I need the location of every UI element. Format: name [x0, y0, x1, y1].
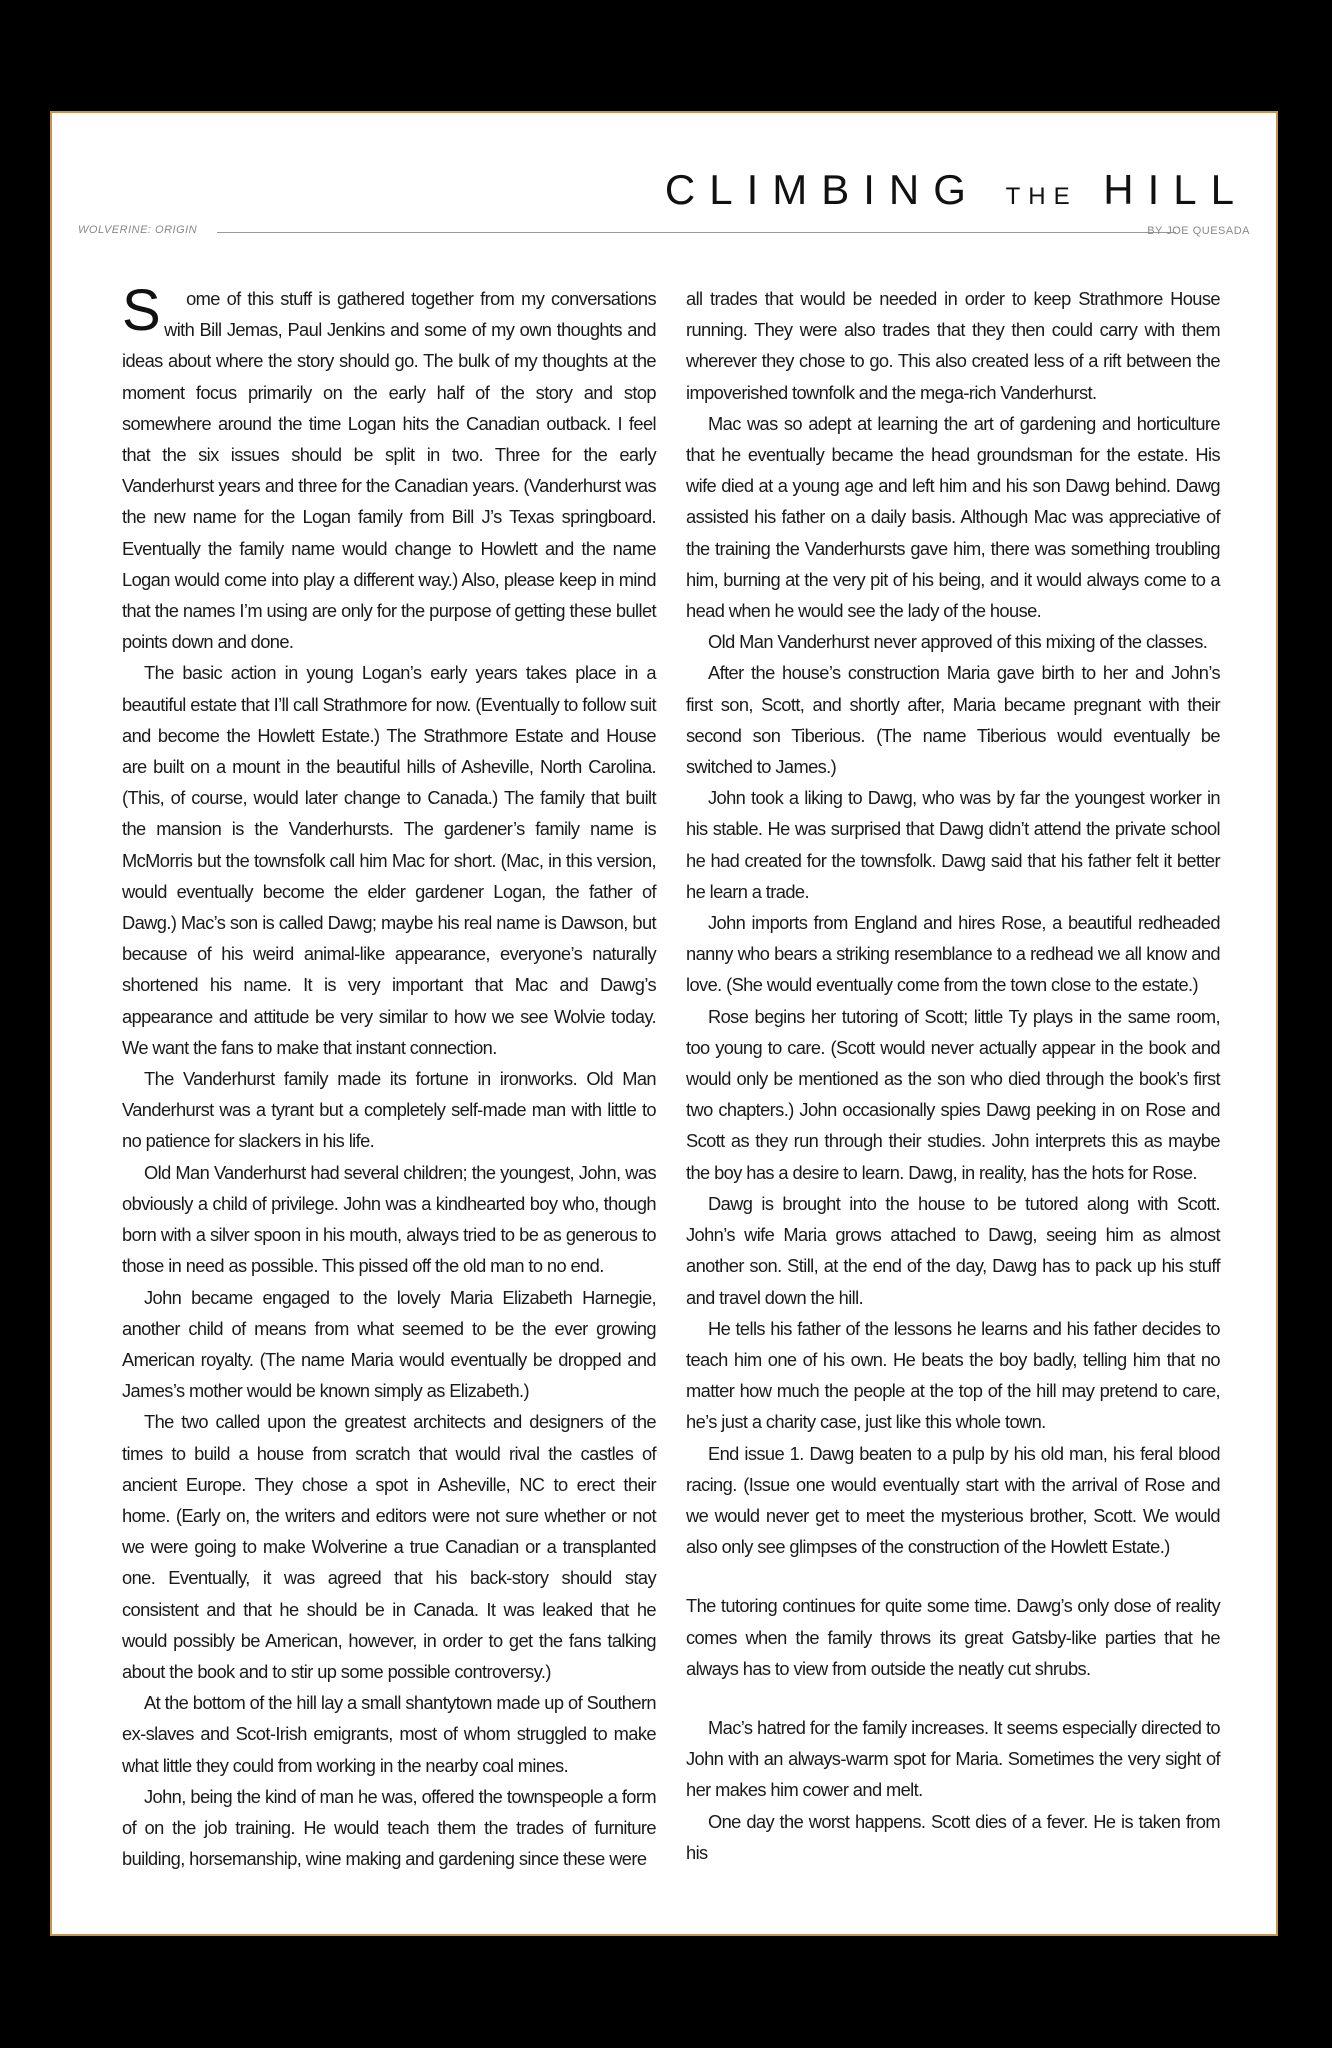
drop-cap: S — [122, 278, 161, 343]
paragraph: At the bottom of the hill lay a small shantytown made up of Southern ex-slaves and Scot-Irish emigrants, most of whom struggled to make what little they could from working in the nearby coal mines. — [122, 1692, 656, 1776]
paragraph: John, being the kind of man he was, offered the townspeople a form of on the job training. He would teach them the trades of furniture building, horsemanship, wine making and gardening since these were — [122, 1785, 656, 1870]
paragraph: Dawg is brought into the house to be tutored along with Scott. John’s wife Maria grows attached to Dawg, seeing him as almost another son. Still, at the end of the day, Dawg has to pack up his stuff and travel down the hill. — [686, 1192, 1220, 1308]
header-rule — [217, 232, 1176, 233]
paragraph: After the house’s construction Maria gave birth to her and John’s first son, Scott, and shortly after, Maria became pregnant with their second son Tiberious. (The name Tiberious would eventually be switched to James.) — [686, 662, 1220, 778]
paragraph: The Vanderhurst family made its fortune in ironworks. Old Man Vanderhurst was a tyrant but a completely self-made man with little to no patience for slackers in his life. — [122, 1068, 656, 1152]
title-word-the: THE — [1005, 183, 1078, 210]
paragraph: The basic action in young Logan’s early years takes place in a beautiful estate that I’ll call Strathmore for now. (Eventually to follow suit and become the Howlett Estate.) The Strathmore Estate and House are built on a mount in the beautiful hills of Asheville, North Carolina. (This, of course, would later change to Canada.) The family that built the mansion is the Vanderhursts. The gardener’s family name is McMorris but the townsfolk call him Mac for short. (Mac, in this version, would eventually become the elder gardener Logan, the father of Dawg.) Mac’s son is called Dawg; maybe his real name is Dawson, but because of his weird animal-like appearance, everyone’s naturally shortened his name. It is very important that Mac and Dawg’s appearance and attitude be very similar to how we see Wolvie today. We want the fans to make that instant connection. — [122, 662, 656, 1058]
article-title — [664, 166, 1248, 213]
paragraph: John took a liking to Dawg, who was by far the youngest worker in his stable. He was surprised that Dawg didn’t attend the private school he had created for the townsfolk. Dawg said that his father felt it better he learn a trade. — [686, 787, 1220, 902]
paragraph: John imports from England and hires Rose, a beautiful redheaded nanny who bears a striking resemblance to a redhead we all know and love. (She would eventually come from the town close to the estate.) — [686, 912, 1220, 996]
byline: BY JOE QUESADA — [1147, 225, 1250, 237]
paragraph: John became engaged to the lovely Maria Elizabeth Harnegie, another child of means from what seemed to be the ever growing American royalty. (The name Maria would eventually be dropped and James’s mother would be known simply as Elizabeth.) — [122, 1286, 656, 1402]
paragraph: Mac was so adept at learning the art of gardening and horticulture that he eventually became the head groundsman for the estate. His wife died at a young age and left him and his son Dawg behind. Dawg assisted his father on a daily basis. Although Mac was appreciative of the training the Vanderhursts gave him, there was something troubling him, burning at the very pit of his being, and it would always come to a head when he would see the lady of the house. — [686, 412, 1220, 622]
paragraph-text: ome of this stuff is gathered together from my conversations with Bill Jemas, Paul Jenkins and some of my own thoughts and ideas about where the story should go. The bulk of my thoughts at the moment focus primarily on the early half of the story and stop somewhere around the time Logan hits the Canadian outback. I feel that the six issues should be split in two. Three for the early Vanderhurst years and three for the Canadian years. (Vanderhurst was the new name for the Logan family from Bill J’s Texas springboard. Eventually the family name would change to Howlett and the name Logan would come into play a different way.) Also, please keep in mind that the names I’m using are only for the purpose of getting these bullet points down and done. — [122, 288, 656, 653]
left-column — [122, 278, 656, 1874]
paragraph: Mac’s hatred for the family increases. It seems especially directed to John with an always-warm spot for Maria. Sometimes the very sight of her makes him cower and melt. — [686, 1716, 1220, 1801]
paragraph: Old Man Vanderhurst had several children; the youngest, John, was obviously a child of privilege. John was a kindhearted boy who, though born with a silver spoon in his mouth, always tried to be as generous to those in need as possible. This pissed off the old man to no end. — [122, 1161, 656, 1277]
series-label: WOLVERINE: ORIGIN — [78, 224, 198, 236]
paragraph: The two called upon the greatest architects and designers of the times to build a house from scratch that would rival the castles of ancient Europe. They chose a spot in Asheville, NC to erect their home. (Early on, the writers and editors were not sure whether or not we were going to make Wolverine a true Canadian or a transplanted one. Eventually, it was agreed that his back-story should stay consistent and that he should be in Canada. It was leaked that he would possibly be American, however, in order to get the fans talking about the book and to stir up some possible controversy.) — [122, 1411, 656, 1682]
paragraph: Rose begins her tutoring of Scott; little Ty plays in the same room, too young to care. (Scott would never actually appear in the book and would only be mentioned as the son who died through the book’s first two chapters.) John occasionally spies Dawg peeking in on Rose and Scott as they run through their studies. John interprets this as maybe the boy has a desire to learn. Dawg, in reality, has the hots for Rose. — [686, 1005, 1220, 1183]
title-word-climbing: CLIMBING — [664, 166, 980, 213]
paragraph: One day the worst happens. Scott dies of a fever. He is taken from his — [686, 1810, 1220, 1863]
paragraph — [122, 278, 656, 657]
page — [50, 111, 1278, 1936]
right-column — [686, 283, 1220, 1868]
paragraph: all trades that would be needed in order to keep Strathmore House running. They were also trades that they then could carry with them wherever they chose to go. This also created less of a rift between the impoverished townfolk and the mega-rich Vanderhurst. — [686, 288, 1220, 403]
paragraph: Old Man Vanderhurst never approved of this mixing of the classes. — [708, 631, 1208, 653]
paragraph: The tutoring continues for quite some time. Dawg’s only dose of reality comes when the family throws its great Gatsby-like parties that he always has to view from outside the neatly cut shrubs. — [686, 1595, 1220, 1679]
paragraph: He tells his father of the lessons he learns and his father decides to teach him one of his own. He beats the boy badly, telling him that no matter how much the people at the top of the hill may pretend to care, he’s just a charity case, just like this whole town. — [686, 1317, 1220, 1433]
paragraph: End issue 1. Dawg beaten to a pulp by his old man, his feral blood racing. (Issue one would eventually start with the arrival of Rose and we would never get to meet the mysterious brother, Scott. We would also only see glimpses of the construction of the Howlett Estate.) — [686, 1442, 1220, 1558]
title-word-hill: HILL — [1103, 166, 1248, 213]
